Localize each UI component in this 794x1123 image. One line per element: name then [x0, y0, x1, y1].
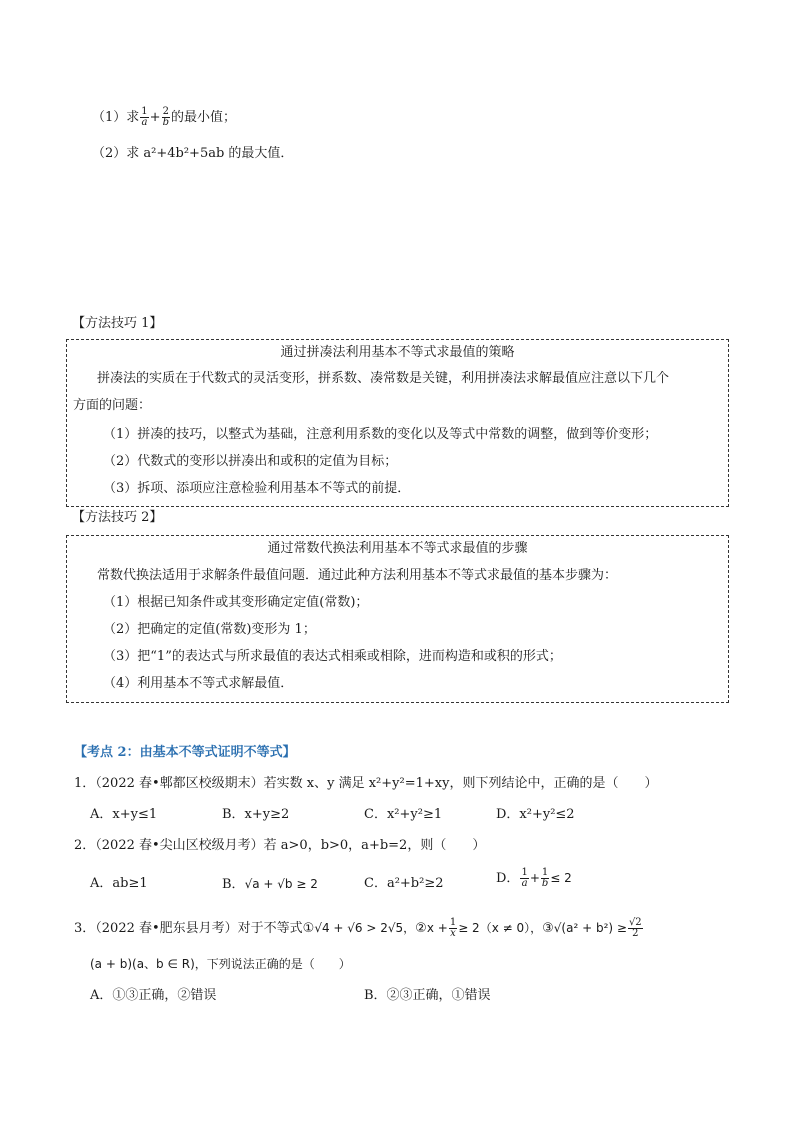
q3-option-b: B．②③正确，①错误 [364, 988, 491, 1003]
option-label: B． [222, 877, 245, 892]
q2-option-d: D． $\frac{1}{a}$ + $\frac{1}{b}$ ≤ 2 [496, 867, 572, 889]
stem-text: 3．（2022 春•肥东县月考）对于不等式 [74, 921, 303, 936]
frac-den: b [541, 878, 549, 889]
frac-num: 2 [162, 106, 169, 117]
frac-num: √2 [628, 917, 642, 928]
frac-den: a [141, 117, 148, 128]
frac-den: b [162, 117, 169, 128]
method-1-item: （1）拼凑的技巧，以整式为基础，注意利用系数的变化以及等式中常数的调整，做到等价变形； [103, 427, 658, 442]
fraction-1-over-a [520, 868, 528, 889]
method-2-box [66, 535, 729, 703]
frac-num: 1 [521, 867, 528, 878]
fraction-1-over-x [449, 918, 457, 939]
q2-option-a: A．ab≥1 [90, 876, 148, 891]
q3-option-a: A．①③正确，②错误 [90, 988, 217, 1003]
method-2-item: （3）把“1”的表达式与所求最值的表达式相乘或相除，进而构造和或积的形式； [103, 649, 562, 664]
frac-num: 1 [141, 106, 148, 117]
plus-sign: + [149, 110, 161, 125]
inequality-1: √4 + √6 > 2√5， [314, 921, 416, 935]
q1-option-d: D．x²+y²≤2 [496, 807, 575, 822]
inequality-2-part: ≥ 2（x ≠ 0）， [458, 921, 543, 935]
circled-1-icon: ① [302, 920, 315, 936]
circled-2-icon: ② [415, 920, 427, 936]
inequality-3-part: √(a² + b²) ≥ [553, 921, 627, 935]
q1-option-c: C．x²+y²≥1 [364, 807, 443, 822]
method-2-item: （4）利用基本不等式求解最值． [103, 676, 294, 691]
math-expression: ≤ 2 [550, 871, 572, 885]
section-title: 【考点 2：由基本不等式证明不等式】 [74, 745, 296, 760]
method-2-item: （2）把确定的定值(常数)变形为 1； [103, 622, 316, 637]
frac-den: a [521, 878, 528, 889]
method-2-title: 通过常数代换法利用基本不等式求最值的步骤 [267, 541, 528, 556]
circled-3-icon: ③ [542, 920, 554, 936]
method-1-header: 【方法技巧 1】 [72, 316, 163, 331]
part-2: （2）求 a²+4b²+5ab 的最大值． [92, 146, 294, 161]
method-2-intro: 常数代换法适用于求解条件最值问题．通过此种方法利用基本不等式求最值的基本步骤为： [97, 568, 618, 583]
method-1-intro-line2: 方面的问题： [73, 398, 152, 413]
frac-num: 1 [541, 867, 549, 878]
q2-option-b [222, 875, 318, 894]
method-1-intro-line1: 拼凑法的实质在于代数式的灵活变形，拼系数、凑常数是关键，利用拼凑法求解最值应注意以下几个 [97, 371, 670, 386]
part-1-prefix: （1）求 [92, 110, 140, 125]
method-1-item: （2）代数式的变形以拼凑出和或积的定值为目标； [103, 454, 398, 469]
inequality-2-part: x + [426, 921, 448, 935]
fraction-2-over-b [162, 107, 170, 128]
math-expression: √a + √b ≥ 2 [244, 877, 318, 891]
question-1-stem: 1．（2022 春•郫都区校级期末）若实数 x、y 满足 x²+y²=1+xy，则下列结论中，正确的是（ ） [74, 776, 658, 791]
question-2-stem: 2．（2022 春•尖山区校级月考）若 a>0，b>0，a+b=2，则（ ） [74, 838, 486, 853]
option-label: D． [496, 871, 520, 886]
fraction-sqrt2-over-2 [628, 918, 643, 939]
fraction-1-over-a [140, 107, 148, 128]
part-1-suffix: 的最小值； [170, 110, 236, 125]
method-1-title: 通过拼凑法利用基本不等式求最值的策略 [280, 345, 515, 360]
q1-option-b: B．x+y≥2 [222, 807, 290, 822]
fraction-1-over-b [541, 868, 549, 889]
q1-option-a: A．x+y≤1 [90, 807, 158, 822]
frac-num: 1 [449, 917, 457, 928]
question-3-line2: (a + b)(a、b ∈ R)，下列说法正确的是（ ） [90, 957, 351, 971]
method-1-item: （3）拆项、添项应注意检验利用基本不等式的前提． [103, 481, 411, 496]
method-2-header: 【方法技巧 2】 [72, 510, 163, 525]
q2-option-c: C．a²+b²≥2 [364, 876, 444, 891]
question-3-stem [74, 918, 644, 939]
method-2-item: （1）根据已知条件或其变形确定定值(常数)； [103, 595, 369, 610]
part-1 [92, 107, 236, 128]
method-1-box [66, 339, 729, 507]
frac-den: x [450, 928, 456, 939]
frac-den: 2 [632, 928, 639, 939]
